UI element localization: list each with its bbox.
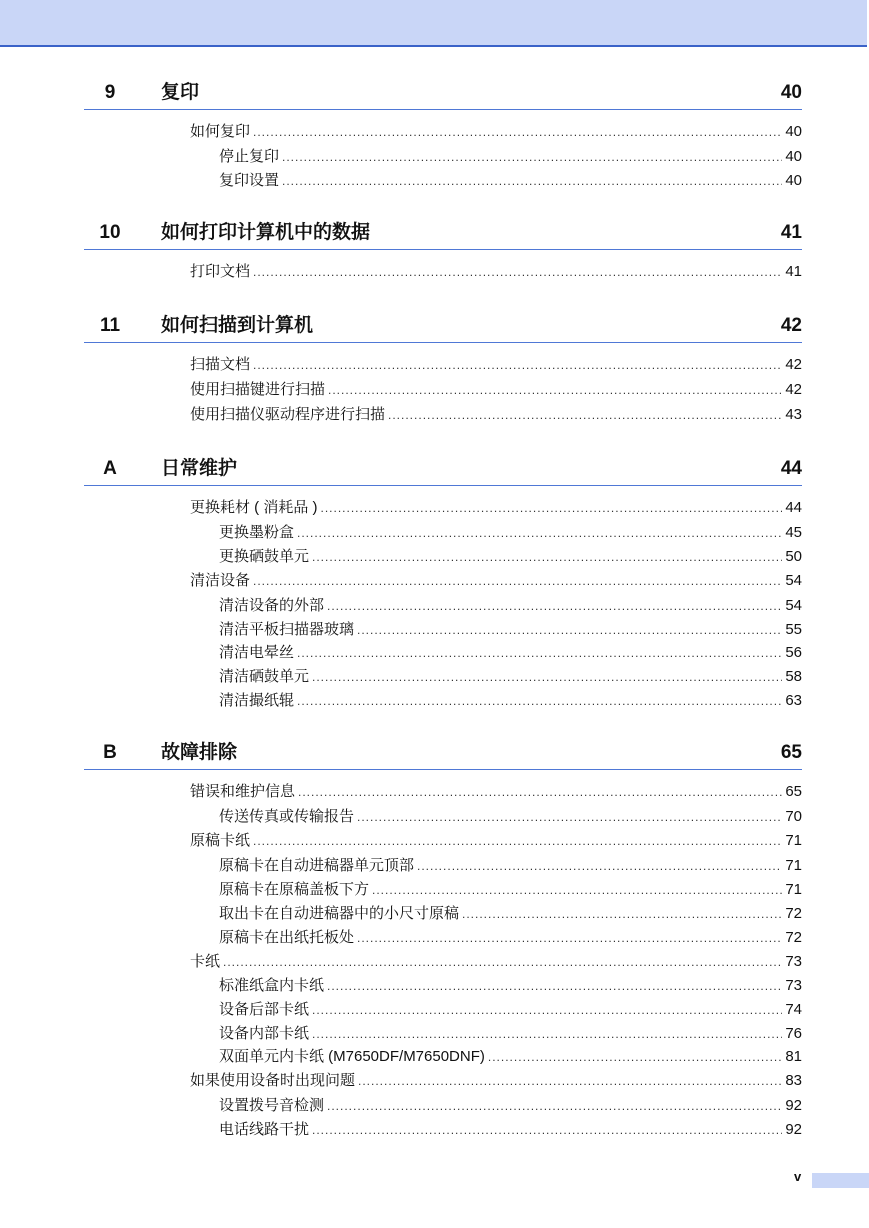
toc-entry-title: 清洁设备 bbox=[190, 572, 251, 589]
toc-entry-page: 92 bbox=[785, 1121, 802, 1138]
toc-entry-page: 74 bbox=[785, 1001, 802, 1018]
toc-entry-title: 更换耗材 ( 消耗品 ) bbox=[190, 499, 318, 516]
dot-leader bbox=[298, 782, 782, 802]
toc-entry[interactable] bbox=[190, 262, 802, 282]
chapter-heading[interactable] bbox=[84, 315, 802, 343]
dot-leader bbox=[357, 807, 782, 827]
toc-entry-title: 设置拨号音检测 bbox=[219, 1097, 325, 1114]
dot-leader bbox=[417, 856, 782, 876]
dot-leader bbox=[321, 498, 783, 518]
chapter-title: 如何打印计算机中的数据 bbox=[161, 222, 371, 243]
toc-entry-page: 42 bbox=[785, 356, 802, 373]
toc-entry-title: 清洁撮纸辊 bbox=[219, 692, 295, 709]
chapter-page: 41 bbox=[780, 222, 802, 243]
toc-entry-page: 44 bbox=[785, 499, 802, 516]
toc-entry[interactable] bbox=[219, 667, 802, 687]
toc-entry-title: 使用扫描键进行扫描 bbox=[190, 381, 326, 398]
chapter-page: 65 bbox=[780, 742, 802, 763]
toc-entry[interactable] bbox=[219, 807, 802, 827]
toc-entry-title: 设备内部卡纸 bbox=[219, 1025, 310, 1042]
toc-entry-page: 76 bbox=[785, 1025, 802, 1042]
toc-entry-title: 更换硒鼓单元 bbox=[219, 548, 310, 565]
dot-leader bbox=[357, 928, 782, 948]
dot-leader bbox=[312, 1120, 782, 1140]
toc-entry[interactable] bbox=[190, 1071, 802, 1091]
toc-entry[interactable] bbox=[219, 171, 802, 191]
toc-entry[interactable] bbox=[219, 1120, 802, 1140]
toc-entry-page: 42 bbox=[785, 381, 802, 398]
toc-entry-title: 原稿卡在出纸托板处 bbox=[219, 929, 355, 946]
toc-entry[interactable] bbox=[190, 405, 802, 425]
toc-entry[interactable] bbox=[190, 355, 802, 375]
dot-leader bbox=[282, 147, 782, 167]
toc-entry-page: 58 bbox=[785, 668, 802, 685]
chapter-number: B bbox=[103, 742, 117, 763]
toc-entry-page: 40 bbox=[785, 148, 802, 165]
dot-leader bbox=[327, 976, 782, 996]
toc-entry-title: 停止复印 bbox=[219, 148, 280, 165]
toc-entry-title: 设备后部卡纸 bbox=[219, 1001, 310, 1018]
toc-entry-title: 电话线路干扰 bbox=[219, 1121, 310, 1138]
dot-leader bbox=[282, 171, 782, 191]
dot-leader bbox=[372, 880, 782, 900]
toc-entry-title: 取出卡在自动进稿器中的小尺寸原稿 bbox=[219, 905, 460, 922]
dot-leader bbox=[312, 547, 782, 567]
dot-leader bbox=[253, 262, 782, 282]
toc-entry[interactable] bbox=[219, 147, 802, 167]
toc-entry[interactable] bbox=[219, 976, 802, 996]
toc-entry[interactable] bbox=[219, 1024, 802, 1044]
toc-entry[interactable] bbox=[190, 831, 802, 851]
toc-entry-page: 73 bbox=[785, 953, 802, 970]
page-number: v bbox=[794, 1169, 802, 1184]
toc-entry-title: 清洁电晕丝 bbox=[219, 644, 295, 661]
chapter-title: 复印 bbox=[161, 82, 200, 103]
chapter-heading[interactable] bbox=[84, 742, 802, 770]
toc-entry-title: 卡纸 bbox=[190, 953, 221, 970]
chapter-title: 故障排除 bbox=[161, 742, 238, 763]
chapter-number: 10 bbox=[99, 222, 121, 243]
toc-entry-title: 使用扫描仪驱动程序进行扫描 bbox=[190, 406, 386, 423]
toc-entry[interactable] bbox=[219, 1000, 802, 1020]
toc-entry[interactable] bbox=[219, 928, 802, 948]
dot-leader bbox=[297, 523, 782, 543]
toc-entry[interactable] bbox=[219, 880, 802, 900]
toc-entry[interactable] bbox=[219, 643, 802, 663]
chapter-page: 40 bbox=[780, 82, 802, 103]
toc-entry[interactable] bbox=[219, 691, 802, 711]
dot-leader bbox=[253, 831, 782, 851]
dot-leader bbox=[328, 380, 782, 400]
toc-entry-page: 45 bbox=[785, 524, 802, 541]
toc-entry-page: 71 bbox=[785, 832, 802, 849]
toc-entry-page: 50 bbox=[785, 548, 802, 565]
dot-leader bbox=[297, 643, 782, 663]
chapter-heading[interactable] bbox=[84, 222, 802, 250]
toc-entry-page: 55 bbox=[785, 621, 802, 638]
dot-leader bbox=[223, 952, 782, 972]
toc-entry-page: 83 bbox=[785, 1072, 802, 1089]
dot-leader bbox=[253, 355, 782, 375]
toc-entry-page: 41 bbox=[785, 263, 802, 280]
dot-leader bbox=[253, 122, 782, 142]
toc-entry[interactable] bbox=[219, 596, 802, 616]
toc-entry-title: 清洁设备的外部 bbox=[219, 597, 325, 614]
chapter-heading[interactable] bbox=[84, 82, 802, 110]
toc-entry-title: 原稿卡在自动进稿器单元顶部 bbox=[219, 857, 415, 874]
toc-entry-title: 清洁平板扫描器玻璃 bbox=[219, 621, 355, 638]
toc-entry-page: 92 bbox=[785, 1097, 802, 1114]
toc-entry[interactable] bbox=[219, 904, 802, 924]
chapter-number: A bbox=[103, 458, 117, 479]
toc-entry-title: 标准纸盒内卡纸 bbox=[219, 977, 325, 994]
footer-band bbox=[812, 1173, 869, 1188]
dot-leader bbox=[357, 620, 782, 640]
toc-entry-title: 原稿卡纸 bbox=[190, 832, 251, 849]
toc-entry-page: 43 bbox=[785, 406, 802, 423]
toc-entry-title: 更换墨粉盒 bbox=[219, 524, 295, 541]
dot-leader bbox=[327, 1096, 782, 1116]
toc-entry-title: 双面单元内卡纸 (M7650DF/M7650DNF) bbox=[219, 1048, 485, 1065]
chapter-heading[interactable] bbox=[84, 458, 802, 486]
toc-entry-title: 如果使用设备时出现问题 bbox=[190, 1072, 356, 1089]
header-band bbox=[0, 0, 867, 47]
toc-entry-title: 扫描文档 bbox=[190, 356, 251, 373]
dot-leader bbox=[312, 1024, 782, 1044]
toc-entry-page: 73 bbox=[785, 977, 802, 994]
toc-entry-page: 40 bbox=[785, 172, 802, 189]
toc-entry-title: 打印文档 bbox=[190, 263, 251, 280]
toc-entry[interactable] bbox=[219, 856, 802, 876]
toc-entry[interactable] bbox=[190, 782, 802, 802]
toc-entry-page: 81 bbox=[785, 1048, 802, 1065]
toc-entry-page: 72 bbox=[785, 929, 802, 946]
toc-entry-page: 65 bbox=[785, 783, 802, 800]
toc-entry[interactable] bbox=[190, 498, 802, 518]
dot-leader bbox=[462, 904, 782, 924]
chapter-number: 11 bbox=[99, 315, 121, 336]
toc-entry-page: 72 bbox=[785, 905, 802, 922]
toc-entry-page: 63 bbox=[785, 692, 802, 709]
dot-leader bbox=[388, 405, 782, 425]
toc-entry-title: 错误和维护信息 bbox=[190, 783, 296, 800]
toc-entry-page: 71 bbox=[785, 881, 802, 898]
chapter-title: 如何扫描到计算机 bbox=[161, 315, 314, 336]
chapter-page: 44 bbox=[780, 458, 802, 479]
dot-leader bbox=[327, 596, 782, 616]
dot-leader bbox=[312, 1000, 782, 1020]
toc-entry-page: 71 bbox=[785, 857, 802, 874]
toc-entry-title: 复印设置 bbox=[219, 172, 280, 189]
toc-entry[interactable] bbox=[190, 952, 802, 972]
toc-entry-title: 传送传真或传输报告 bbox=[219, 808, 355, 825]
toc-entry-title: 清洁硒鼓单元 bbox=[219, 668, 310, 685]
toc-entry[interactable] bbox=[219, 620, 802, 640]
toc-entry[interactable] bbox=[219, 1047, 802, 1067]
toc-entry-title: 如何复印 bbox=[190, 123, 251, 140]
dot-leader bbox=[297, 691, 782, 711]
dot-leader bbox=[253, 571, 782, 591]
toc-entry-page: 40 bbox=[785, 123, 802, 140]
toc-entry[interactable] bbox=[219, 547, 802, 567]
chapter-number: 9 bbox=[104, 82, 116, 103]
toc-entry[interactable] bbox=[219, 1096, 802, 1116]
toc-entry[interactable] bbox=[190, 571, 802, 591]
chapter-title: 日常维护 bbox=[161, 458, 238, 479]
chapter-page: 42 bbox=[780, 315, 802, 336]
toc-entry-title: 原稿卡在原稿盖板下方 bbox=[219, 881, 370, 898]
toc-entry-page: 54 bbox=[785, 572, 802, 589]
dot-leader bbox=[358, 1071, 782, 1091]
toc-entry[interactable] bbox=[219, 523, 802, 543]
toc-entry[interactable] bbox=[190, 122, 802, 142]
dot-leader bbox=[488, 1047, 782, 1067]
dot-leader bbox=[312, 667, 782, 687]
toc-entry[interactable] bbox=[190, 380, 802, 400]
toc-entry-page: 70 bbox=[785, 808, 802, 825]
toc-entry-page: 56 bbox=[785, 644, 802, 661]
toc-entry-page: 54 bbox=[785, 597, 802, 614]
